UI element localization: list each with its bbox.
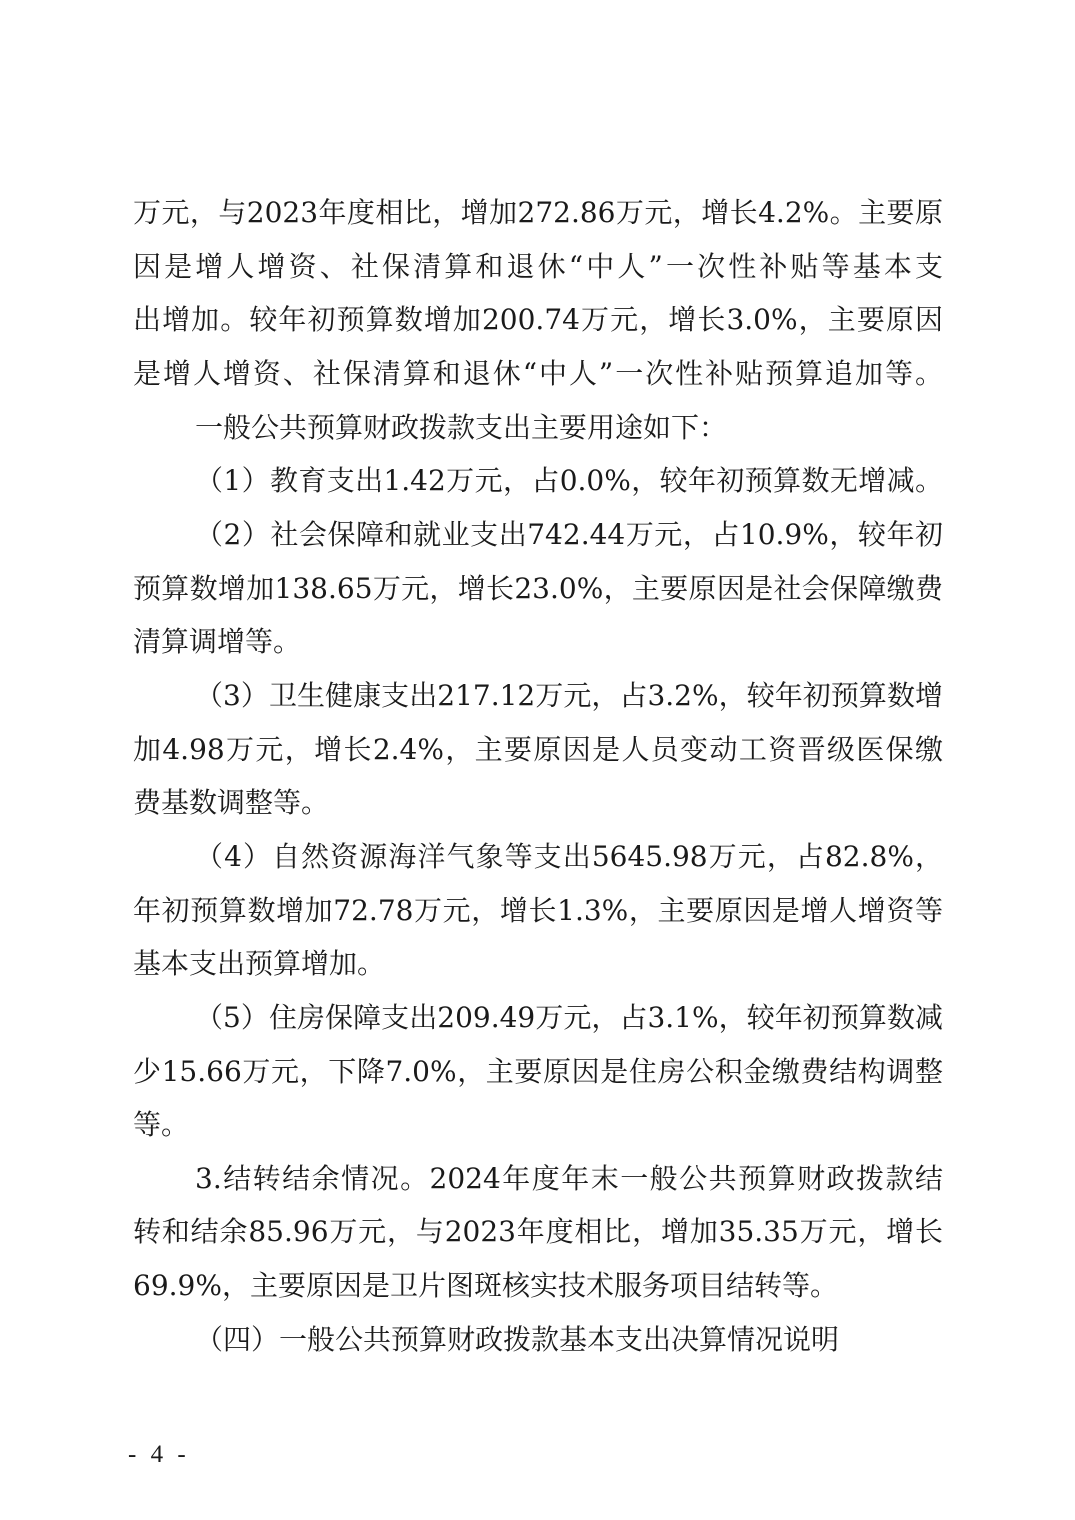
text-line: 加4.98万元，增长2.4%，主要原因是人员变动工资晋级医保缴 bbox=[133, 732, 943, 766]
text-line: 是增人增资、社保清算和退休“中人”一次性补贴预算追加等。 bbox=[133, 356, 943, 390]
text-line: 预算数增加138.65万元，增长23.0%，主要原因是社会保障缴费 bbox=[133, 571, 943, 605]
text-line: （5）住房保障支出209.49万元，占3.1%，较年初预算数减 bbox=[195, 1000, 943, 1034]
text-line: 因是增人增资、社保清算和退休“中人”一次性补贴等基本支 bbox=[133, 249, 943, 283]
text-line: 万元，与2023年度相比，增加272.86万元，增长4.2%。主要原 bbox=[133, 196, 943, 229]
text-line: （4）自然资源海洋气象等支出5645.98万元，占82.8%， bbox=[195, 839, 943, 873]
text-line: （1）教育支出1.42万元，占0.0%，较年初预算数无增减。 bbox=[195, 464, 943, 498]
text-line: 年初预算数增加72.78万元，增长1.3%，主要原因是增人增资等 bbox=[133, 893, 943, 927]
document-body bbox=[133, 186, 943, 1366]
text-line: 基本支出预算增加。 bbox=[133, 947, 386, 981]
text-line: 费基数调整等。 bbox=[133, 786, 330, 820]
text-line: （3）卫生健康支出217.12万元，占3.2%，较年初预算数增 bbox=[195, 678, 943, 712]
text-line: 出增加。较年初预算数增加200.74万元，增长3.0%，主要原因 bbox=[133, 303, 943, 337]
text-line: 69.9%，主要原因是卫片图斑核实技术服务项目结转等。 bbox=[133, 1269, 838, 1303]
text-line: 3.结转结余情况。2024年度年末一般公共预算财政拨款结 bbox=[195, 1161, 943, 1195]
text-line: 转和结余85.96万元，与2023年度相比，增加35.35万元，增长 bbox=[133, 1215, 943, 1249]
text-line: （2）社会保障和就业支出742.44万元，占10.9%，较年初 bbox=[195, 517, 943, 551]
text-line: 一般公共预算财政拨款支出主要用途如下： bbox=[195, 410, 728, 444]
page-number: - 4 - bbox=[128, 1441, 190, 1468]
section-heading: （四）一般公共预算财政拨款基本支出决算情况说明 bbox=[195, 1322, 840, 1356]
text-line: 清算调增等。 bbox=[133, 625, 302, 659]
text-line: 等。 bbox=[133, 1108, 190, 1142]
text-line: 少15.66万元，下降7.0%，主要原因是住房公积金缴费结构调整 bbox=[133, 1054, 943, 1088]
